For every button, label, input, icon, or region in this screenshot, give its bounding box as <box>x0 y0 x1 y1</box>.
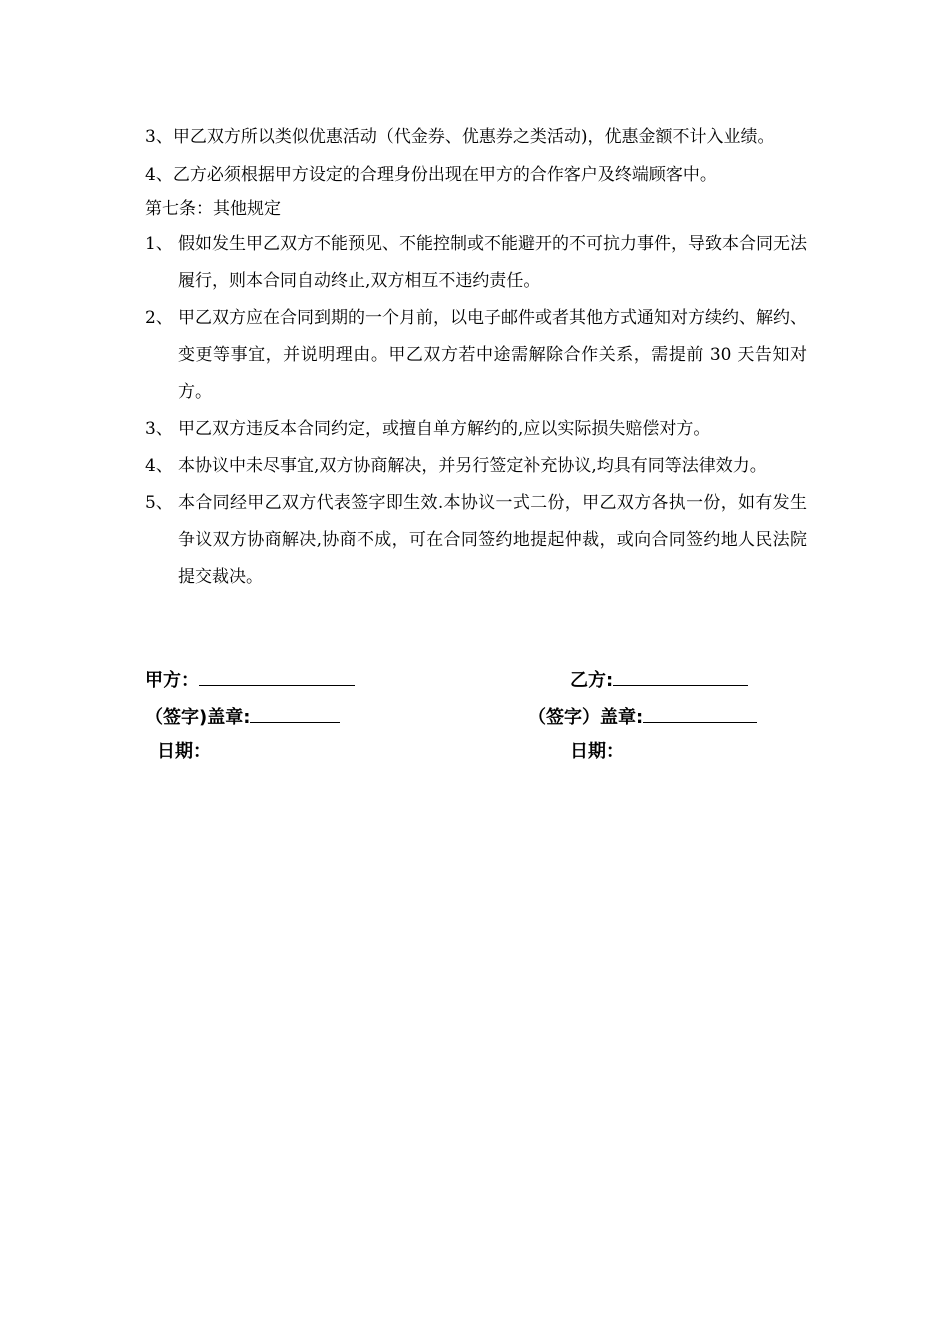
clause-4: 4、乙方必须根据甲方设定的合理身份出现在甲方的合作客户及终端顾客中。 <box>145 165 717 185</box>
party-b-label: 乙方: <box>570 670 614 691</box>
list-item <box>145 226 807 300</box>
party-b-blank <box>613 667 748 686</box>
party-a-seal <box>145 704 340 730</box>
item-text: 本协议中未尽事宜,双方协商解决，并另行签定补充协议,均具有同等法律效力。 <box>178 456 767 476</box>
item-number: 5、 <box>145 493 173 513</box>
seal-a-label: （签字)盖章: <box>145 707 251 728</box>
item-number: 1、 <box>145 234 173 254</box>
item-number: 3、 <box>145 419 173 439</box>
date-a-label: 日期： <box>157 741 211 762</box>
party-a-label: 甲方： <box>145 670 199 691</box>
clause-3: 3、甲乙双方所以类似优惠活动（代金券、优惠券之类活动)，优惠金额不计入业绩。 <box>145 127 775 147</box>
article-seven-heading: 第七条：其他规定 <box>145 199 281 219</box>
party-a-date <box>157 740 211 764</box>
list-item <box>145 485 807 596</box>
list-item <box>145 411 807 448</box>
date-b-label: 日期： <box>570 741 624 762</box>
seal-a-blank <box>250 704 340 723</box>
item-text: 假如发生甲乙双方不能预见、不能控制或不能避开的不可抗力事件，导致本合同无法履行，则本合同自动终止,双方相互不违约责任。 <box>178 234 807 291</box>
party-a-blank <box>199 667 355 686</box>
list-item <box>145 448 807 485</box>
party-b-signature <box>570 667 748 693</box>
party-a-signature <box>145 667 355 693</box>
seal-b-blank <box>643 704 757 723</box>
item-number: 2、 <box>145 308 173 328</box>
item-number: 4、 <box>145 456 173 476</box>
item-text: 甲乙双方违反本合同约定，或擅自单方解约的,应以实际损失赔偿对方。 <box>178 419 711 439</box>
party-b-date <box>570 740 624 764</box>
list-item <box>145 300 807 411</box>
seal-b-label: （签字）盖章: <box>528 707 644 728</box>
party-b-seal <box>528 704 757 730</box>
item-text: 甲乙双方应在合同到期的一个月前，以电子邮件或者其他方式通知对方续约、解约、变更等事宜，并说明理由。甲乙双方若中途需解除合作关系，需提前 30 天告知对方。 <box>178 308 807 402</box>
contract-page <box>145 120 807 596</box>
item-text: 本合同经甲乙双方代表签字即生效.本协议一式二份，甲乙双方各执一份，如有发生争议双方协商解决,协商不成，可在合同签约地提起仲裁，或向合同签约地人民法院提交裁决。 <box>178 493 807 587</box>
